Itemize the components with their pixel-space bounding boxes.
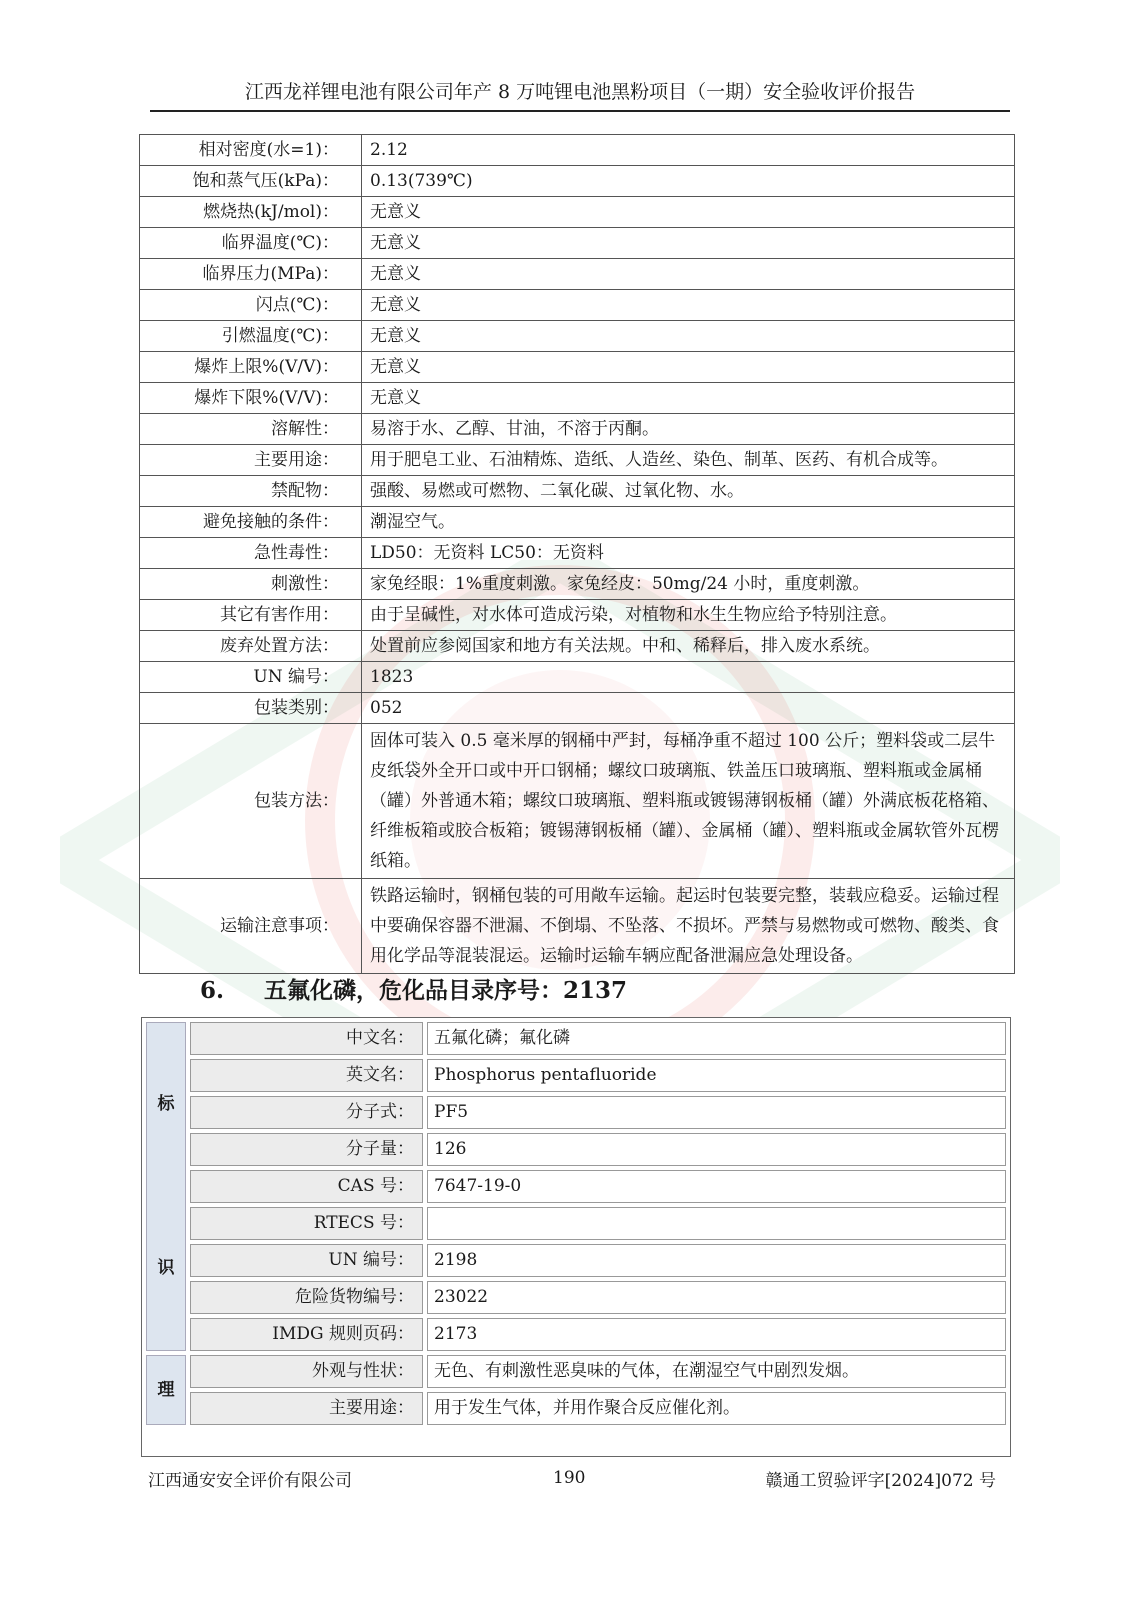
footer-company: 江西通安安全评价有限公司 xyxy=(148,1471,352,1491)
field-label: 分子量： xyxy=(190,1133,423,1166)
table-row xyxy=(146,1392,1006,1425)
property-label: 包装类别： xyxy=(140,693,362,724)
field-value: PF5 xyxy=(427,1096,1006,1129)
property-value: 052 xyxy=(362,693,1015,724)
table-row xyxy=(140,476,1015,507)
table-row xyxy=(146,1318,1006,1351)
field-label: IMDG 规则页码： xyxy=(190,1318,423,1351)
property-label: 临界温度(℃)： xyxy=(140,228,362,259)
field-label: CAS 号： xyxy=(190,1170,423,1203)
identification-table-frame xyxy=(141,1017,1011,1457)
field-label: RTECS 号： xyxy=(190,1207,423,1240)
field-value: 7647-19-0 xyxy=(427,1170,1006,1203)
table-row xyxy=(140,383,1015,414)
page-header: 江西龙祥锂电池有限公司年产 8 万吨锂电池黑粉项目（一期）安全验收评价报告 xyxy=(150,78,1010,112)
property-value: 无意义 xyxy=(362,352,1015,383)
property-label: 运输注意事项： xyxy=(140,879,362,974)
field-value: 用于发生气体，并用作聚合反应催化剂。 xyxy=(427,1392,1006,1425)
property-label: 引燃温度(℃)： xyxy=(140,321,362,352)
field-label: 分子式： xyxy=(190,1096,423,1129)
property-label: 包装方法： xyxy=(140,724,362,879)
side-char: 标 xyxy=(157,1094,175,1115)
field-value xyxy=(427,1207,1006,1240)
section-heading xyxy=(200,972,627,1005)
field-label: 危险货物编号： xyxy=(190,1281,423,1314)
property-value: 易溶于水、乙醇、甘油，不溶于丙酮。 xyxy=(362,414,1015,445)
table-row xyxy=(146,1281,1006,1314)
property-label: 避免接触的条件： xyxy=(140,507,362,538)
property-value: 用于肥皂工业、石油精炼、造纸、人造丝、染色、制革、医药、有机合成等。 xyxy=(362,445,1015,476)
property-label: 饱和蒸气压(kPa)： xyxy=(140,166,362,197)
field-value: Phosphorus pentafluoride xyxy=(427,1059,1006,1092)
table-row xyxy=(146,1096,1006,1129)
property-value: 家兔经眼：1%重度刺激。家兔经皮：50mg/24 小时，重度刺激。 xyxy=(362,569,1015,600)
table-row xyxy=(146,1059,1006,1092)
field-value: 2173 xyxy=(427,1318,1006,1351)
property-value: 无意义 xyxy=(362,290,1015,321)
footer-doc-number: 赣通工贸验评字[2024]072 号 xyxy=(765,1471,996,1491)
table-row xyxy=(146,1133,1006,1166)
property-label: 其它有害作用： xyxy=(140,600,362,631)
property-value: 无意义 xyxy=(362,383,1015,414)
table-row xyxy=(140,631,1015,662)
field-value: 23022 xyxy=(427,1281,1006,1314)
side-char: 识 xyxy=(157,1257,175,1278)
property-label: 主要用途： xyxy=(140,445,362,476)
table-row xyxy=(140,445,1015,476)
property-label: 爆炸上限%(V/V)： xyxy=(140,352,362,383)
property-value: 处置前应参阅国家和地方有关法规。中和、稀释后，排入废水系统。 xyxy=(362,631,1015,662)
table-row xyxy=(140,259,1015,290)
table-row xyxy=(146,1355,1006,1388)
property-value: 强酸、易燃或可燃物、二氧化碳、过氧化物、水。 xyxy=(362,476,1015,507)
field-label: UN 编号： xyxy=(190,1244,423,1277)
table-row xyxy=(140,507,1015,538)
property-label: 禁配物： xyxy=(140,476,362,507)
table-row xyxy=(146,1170,1006,1203)
identification-table xyxy=(142,1018,1010,1429)
table-row xyxy=(140,569,1015,600)
side-label-properties: 理 xyxy=(146,1355,186,1425)
field-label: 外观与性状： xyxy=(190,1355,423,1388)
table-row xyxy=(140,290,1015,321)
property-label: 急性毒性： xyxy=(140,538,362,569)
table-row xyxy=(140,321,1015,352)
field-label: 中文名： xyxy=(190,1022,423,1055)
field-label: 主要用途： xyxy=(190,1392,423,1425)
table-row xyxy=(140,135,1015,166)
table-row xyxy=(146,1207,1006,1240)
property-value: 潮湿空气。 xyxy=(362,507,1015,538)
properties-table xyxy=(139,134,1015,974)
footer-page-number: 190 xyxy=(553,1468,586,1488)
table-row xyxy=(140,600,1015,631)
table-row xyxy=(140,352,1015,383)
property-label: 爆炸下限%(V/V)： xyxy=(140,383,362,414)
table-row xyxy=(146,1244,1006,1277)
field-value: 126 xyxy=(427,1133,1006,1166)
side-label-identification xyxy=(146,1022,186,1351)
property-value: 无意义 xyxy=(362,197,1015,228)
property-value: 固体可装入 0.5 毫米厚的钢桶中严封，每桶净重不超过 100 公斤；塑料袋或二层牛皮纸袋外全开口或中开口钢桶；螺纹口玻璃瓶、铁盖压口玻璃瓶、塑料瓶或金属桶（罐）外普通木箱；螺纹口玻璃瓶、塑料瓶或镀锡薄钢板桶（罐）外满底板花格箱、纤维板箱或胶合板箱；镀锡薄钢板桶（罐）、金属桶（罐）、塑料瓶或金属软管外瓦楞纸箱。 xyxy=(362,724,1015,879)
table-row xyxy=(140,414,1015,445)
property-value: LD50：无资料 LC50：无资料 xyxy=(362,538,1015,569)
property-label: 临界压力(MPa)： xyxy=(140,259,362,290)
field-value: 五氟化磷；氟化磷 xyxy=(427,1022,1006,1055)
property-label: 燃烧热(kJ/mol)： xyxy=(140,197,362,228)
table-row xyxy=(140,879,1015,974)
table-row xyxy=(140,693,1015,724)
property-value: 无意义 xyxy=(362,321,1015,352)
property-label: 废弃处置方法： xyxy=(140,631,362,662)
table-row xyxy=(140,166,1015,197)
property-label: 相对密度(水=1)： xyxy=(140,135,362,166)
field-value: 无色、有刺激性恶臭味的气体，在潮湿空气中剧烈发烟。 xyxy=(427,1355,1006,1388)
property-value: 无意义 xyxy=(362,259,1015,290)
property-value: 铁路运输时，钢桶包装的可用敞车运输。起运时包装要完整，装载应稳妥。运输过程中要确保容器不泄漏、不倒塌、不坠落、不损坏。严禁与易燃物或可燃物、酸类、食用化学品等混装混运。运输时运输车辆应配备泄漏应急处理设备。 xyxy=(362,879,1015,974)
property-value: 1823 xyxy=(362,662,1015,693)
property-label: 溶解性： xyxy=(140,414,362,445)
property-value: 2.12 xyxy=(362,135,1015,166)
table-row xyxy=(146,1022,1006,1055)
property-value: 无意义 xyxy=(362,228,1015,259)
table-row xyxy=(140,197,1015,228)
field-value: 2198 xyxy=(427,1244,1006,1277)
property-label: UN 编号： xyxy=(140,662,362,693)
table-row xyxy=(140,662,1015,693)
property-value: 由于呈碱性，对水体可造成污染，对植物和水生生物应给予特别注意。 xyxy=(362,600,1015,631)
property-label: 刺激性： xyxy=(140,569,362,600)
section-number: 6. xyxy=(200,977,225,1004)
property-label: 闪点(℃)： xyxy=(140,290,362,321)
table-row xyxy=(140,724,1015,879)
property-value: 0.13(739℃) xyxy=(362,166,1015,197)
table-row xyxy=(140,538,1015,569)
table-row xyxy=(140,228,1015,259)
field-label: 英文名： xyxy=(190,1059,423,1092)
section-title: 五氟化磷，危化品目录序号：2137 xyxy=(264,977,628,1004)
